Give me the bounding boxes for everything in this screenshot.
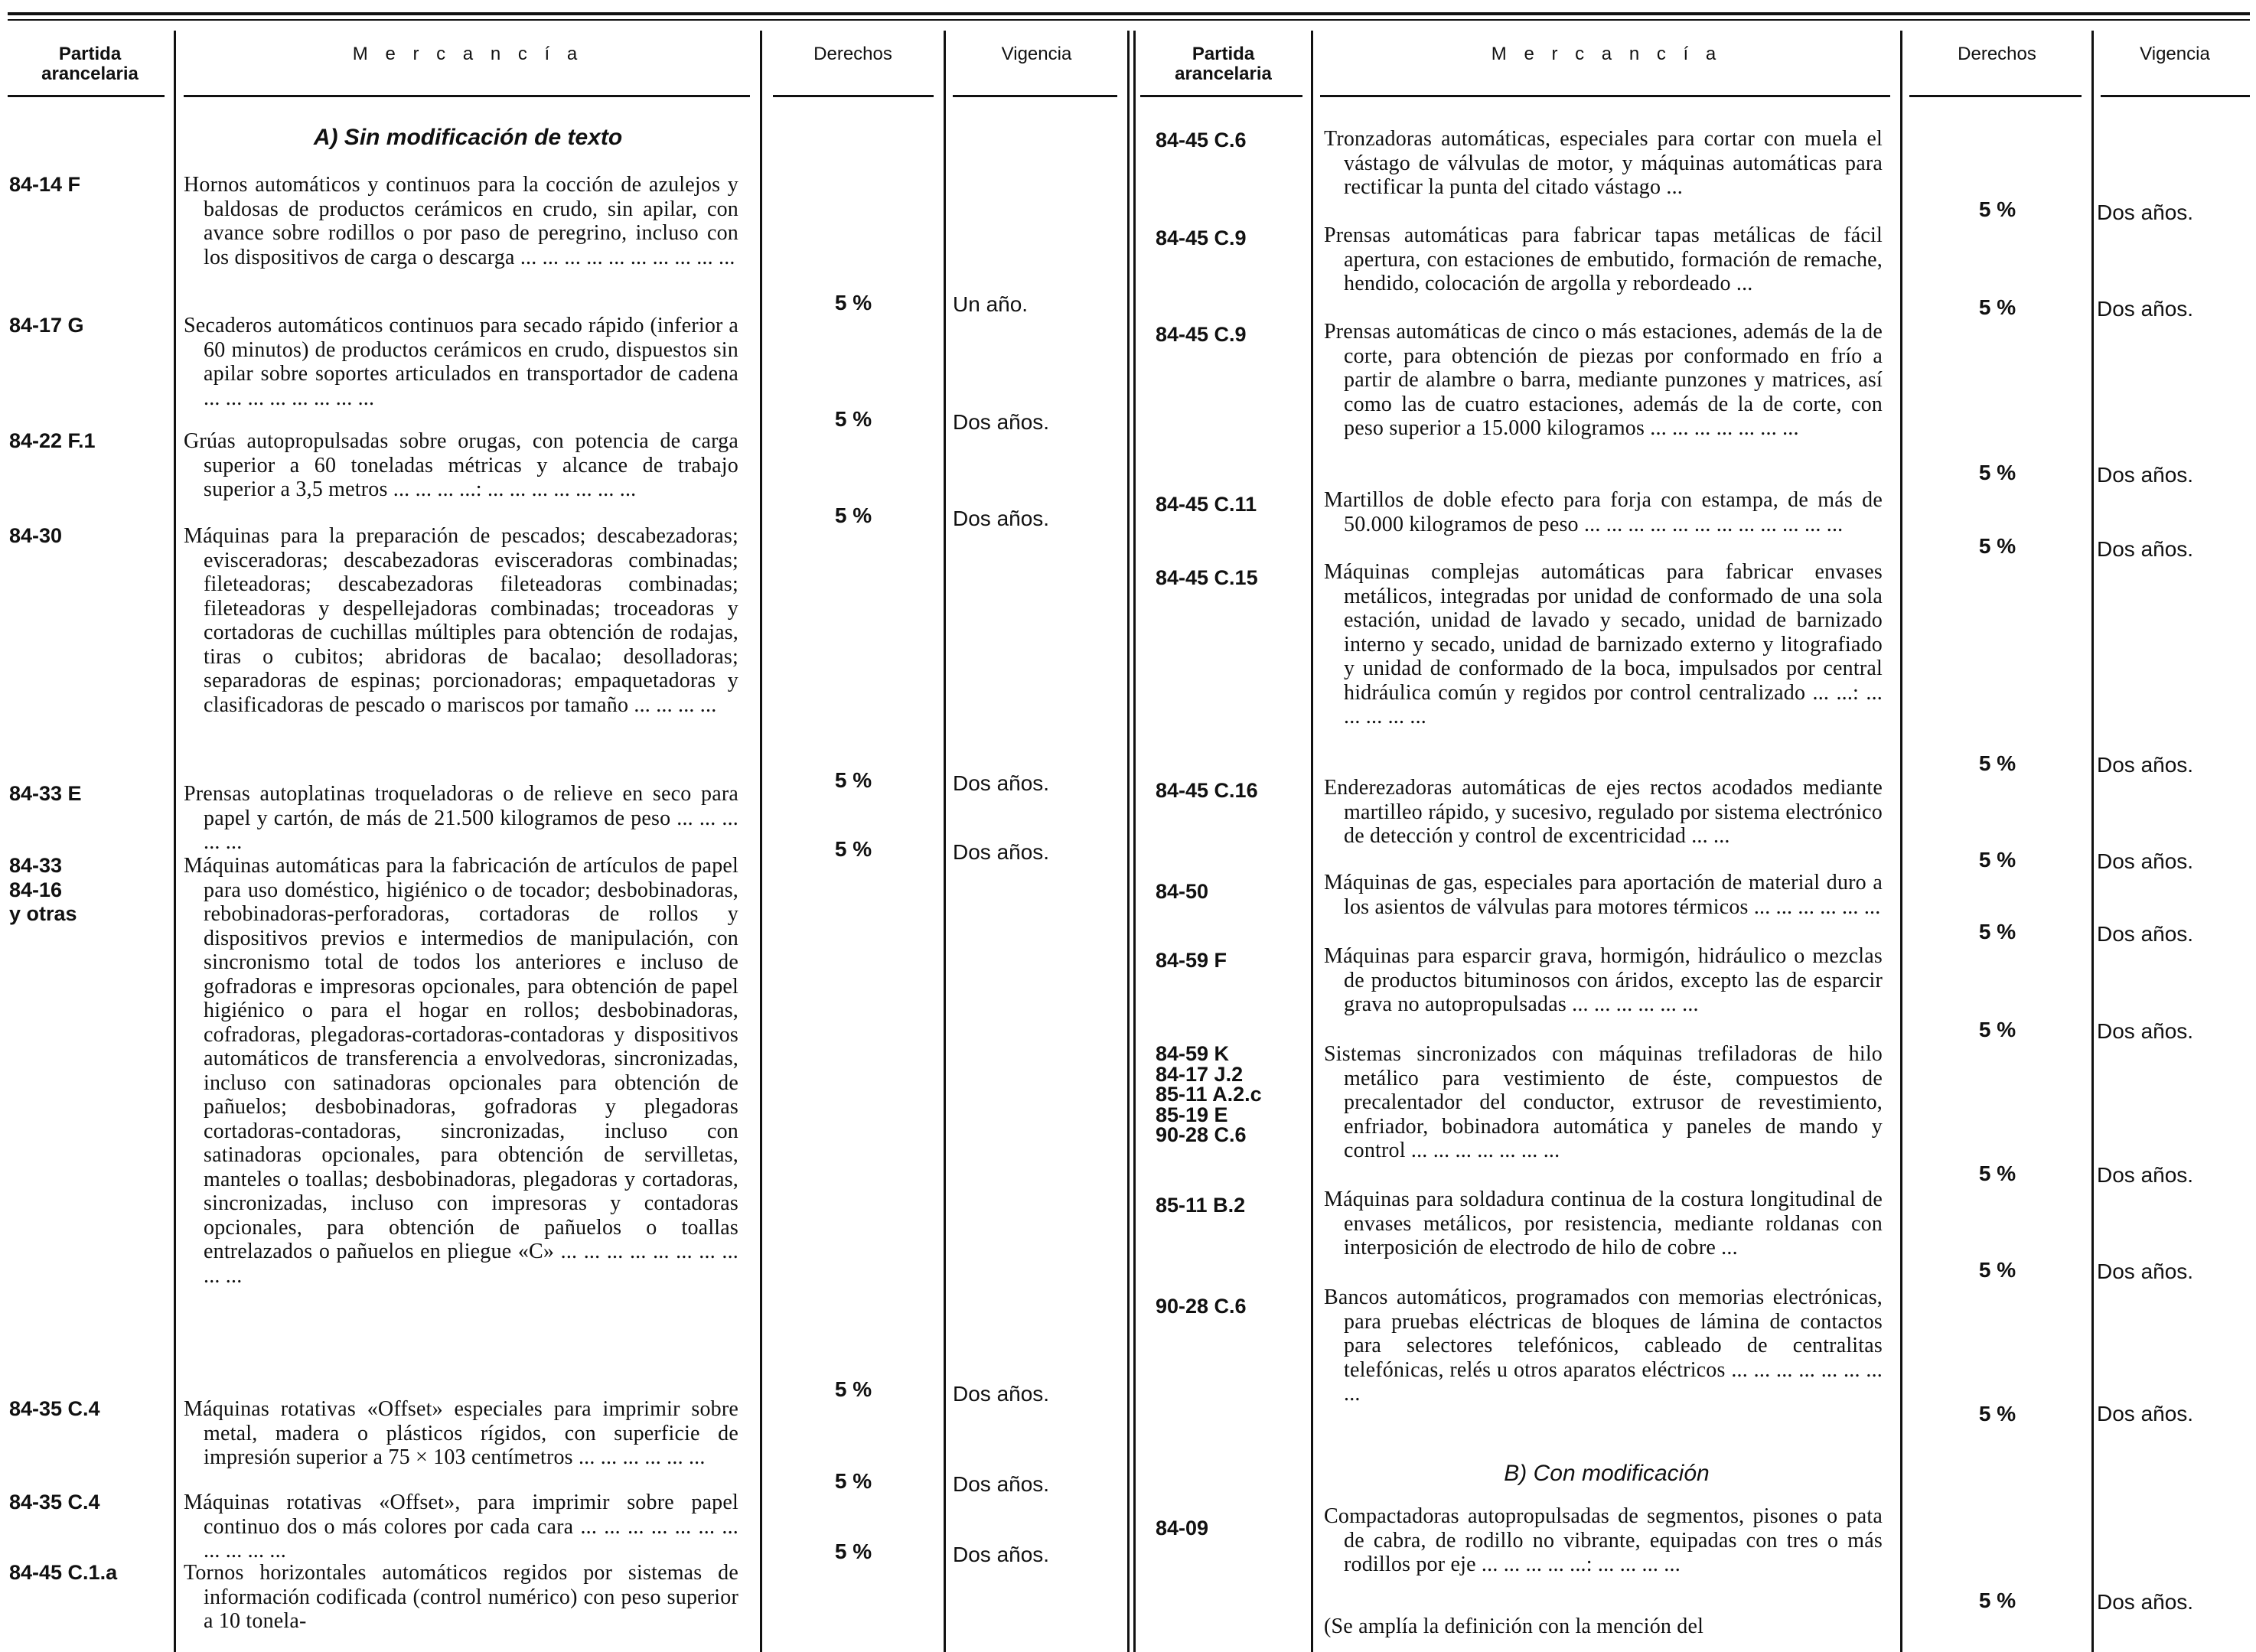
description-text: Máquinas para soldadura continua de la costura longitudinal de envases metálicos, por resistencia, mediante roldanas con interposición de electrodo de hilo de cobre ... xyxy=(1324,1188,1883,1259)
item-description xyxy=(184,782,738,855)
description-text: Prensas autoplatinas troqueladoras o de relieve en seco para papel y cartón, de más de 21.500 kilogramos de peso ... ... ... ... ... xyxy=(184,782,738,854)
header-mercancia: M e r c a n c í a xyxy=(352,44,584,64)
header-mercancia-right: M e r c a n c í a xyxy=(1491,44,1723,64)
header-partida-right: Partida arancelaria xyxy=(1175,44,1272,84)
tariff-code: 84-45 C.9 xyxy=(1156,323,1247,346)
validity: Dos años. xyxy=(953,410,1050,434)
col-sep-double xyxy=(1133,31,1136,1652)
description-text: Prensas automáticas de cinco o más estaciones, además de la de corte, para obtención de piezas por conformado en frío a partir de alambre o barra, mediante punzones y matrices, así como las de cuatro estaciones, además de la de corte, con peso superior a 15.000 kilogramos ... ... ... ... ... ... ... xyxy=(1324,320,1883,440)
top-rule-thin xyxy=(8,19,2250,21)
item-description xyxy=(184,524,738,717)
tariff-code: 84-09 xyxy=(1156,1517,1209,1540)
duty-rate: 5 % xyxy=(1978,848,2016,872)
tariff-code: 84-45 C.11 xyxy=(1156,493,1257,516)
validity: Dos años. xyxy=(2097,1019,2194,1043)
duty-rate: 5 % xyxy=(1978,1588,2016,1612)
item-description xyxy=(1324,127,1883,200)
duty-rate: 5 % xyxy=(1978,920,2016,943)
item-description xyxy=(1324,320,1883,441)
validity: Dos años. xyxy=(2097,922,2194,946)
item-description xyxy=(1324,776,1883,849)
description-text: Tornos horizontales automáticos regidos por sistemas de información codificada (control numérico) con peso superior a 10 tonela- xyxy=(184,1561,738,1633)
item-description xyxy=(184,314,738,410)
tariff-code: 84-59 F xyxy=(1156,949,1227,972)
tariff-code: 84-14 F xyxy=(9,173,81,196)
validity: Dos años. xyxy=(953,840,1050,864)
duty-rate: 5 % xyxy=(1978,751,2016,775)
description-text: Prensas automáticas para fabricar tapas metálicas de fácil apertura, con estaciones de embutido, formación de remache, hendido, colocación de argolla y rebordeado ... xyxy=(1324,223,1883,295)
duty-rate: 5 % xyxy=(834,291,872,314)
description-text: Enderezadoras automáticas de ejes rectos acodados mediante martilleo rápido, y sucesivo, regulado por sistema electrónico de detección y control de excentricidad ... ... xyxy=(1324,776,1883,848)
item-description xyxy=(1324,223,1883,296)
description-text: Bancos automáticos, programados con memorias electrónicas, para pruebas eléctricas de bloques de lámina de contactos para selectores telefónicos, cableado de centralitas telefónicas, relés u otros aparatos eléctricos ... ... ... ... ... ... ... ... xyxy=(1324,1285,1883,1406)
description-text: Máquinas complejas automáticas para fabricar envases metálicos, integradas por unidad de conformado de una sola estación, unidad de lavado y secado, unidad de barnizado interno y secado, unidad de barnizado externo y litografiado y unidad de conformado de la boca, impulsados por central hidráulica común y regidos por control centralizado ... ...: ... ... ... ... ... xyxy=(1324,560,1883,728)
item-description xyxy=(184,854,738,1288)
validity: Dos años. xyxy=(2097,463,2194,487)
description-text: Máquinas para esparcir grava, hormigón, hidráulico o mezclas de productos bituminosos con áridos, excepto las de esparcir grava no autopropulsadas ... ... ... ... ... ... xyxy=(1324,944,1883,1016)
validity: Dos años. xyxy=(953,771,1050,795)
duty-rate: 5 % xyxy=(1978,534,2016,558)
validity: Dos años. xyxy=(2097,1259,2194,1283)
col-sep xyxy=(1311,31,1313,1652)
item-description xyxy=(1324,1504,1883,1577)
tariff-code: 84-35 C.4 xyxy=(9,1491,100,1514)
item-description xyxy=(1324,1285,1883,1406)
description-text: Martillos de doble efecto para forja con estampa, de más de 50.000 kilogramos de peso ... ... ... ... ... ... ... ... ... ... ... ... xyxy=(1324,488,1883,536)
item-description xyxy=(1324,560,1883,729)
item-description xyxy=(1324,1042,1883,1163)
description-text: Hornos automáticos y continuos para la cocción de azulejos y baldosas de productos cerámicos en crudo, sin apilar, con avance sobre rodillos o por paso de peregrino, incluso con los dispositivos de carga o descarga ... ... ... ... ... ... ... ... ... ... xyxy=(184,173,738,269)
duty-rate: 5 % xyxy=(1978,295,2016,319)
validity: Dos años. xyxy=(2097,297,2194,321)
duty-rate: 5 % xyxy=(834,503,872,527)
description-text: (Se amplía la definición con la mención del xyxy=(1324,1615,1704,1638)
description-text: Secaderos automáticos continuos para secado rápido (inferior a 60 minutos) de productos cerámicos en crudo, dispuestos sin apilar sobre soportes articulados en transportador de cadena ... ... ... ... ... ... ... ... xyxy=(184,314,738,410)
validity: Dos años. xyxy=(2097,849,2194,873)
header-derechos: Derechos xyxy=(813,44,892,64)
tariff-code: 84-17 G xyxy=(9,314,84,337)
duty-rate: 5 % xyxy=(1978,1018,2016,1041)
validity: Dos años. xyxy=(2097,200,2194,224)
col-sep xyxy=(174,31,176,1652)
tariff-code: 84-33 84-16 y otras xyxy=(9,854,77,925)
header-underline xyxy=(184,95,750,97)
tariff-code: 84-59 K 84-17 J.2 85-11 A.2.c 85-19 E 90-28 C.6 xyxy=(1156,1042,1262,1146)
validity: Dos años. xyxy=(2097,1163,2194,1187)
description-text: Máquinas rotativas «Offset», para imprimir sobre papel continuo dos o más colores por cada cara ... ... ... ... ... ... ... ... ... ... ... xyxy=(184,1491,738,1562)
duty-rate: 5 % xyxy=(1978,1162,2016,1185)
col-sep xyxy=(760,31,762,1652)
item-description xyxy=(184,1491,738,1563)
tariff-code: 84-22 F.1 xyxy=(9,429,96,452)
validity: Dos años. xyxy=(953,1382,1050,1406)
header-vigencia-right: Vigencia xyxy=(2140,44,2210,64)
description-text: Máquinas para la preparación de pescados; descabezadoras; evisceradoras; descabezadoras evisceradoras combinadas; fileteadoras; descabezadoras fileteadoras combinadas; fileteadoras y despellejadoras combinadas; troceadoras y cortadoras de cuchillas múltiples para obtención de rodajas, tiras o cubitos; abridoras de bacalao; desolladoras; separadoras de espinas; porcionadoras; empaquetadoras y clasificadoras de pescado o mariscos por tamaño ... ... ... ... xyxy=(184,524,738,717)
item-description xyxy=(184,1561,738,1634)
validity: Dos años. xyxy=(2097,1590,2194,1614)
duty-rate: 5 % xyxy=(1978,461,2016,484)
tariff-code: 84-45 C.15 xyxy=(1156,566,1258,589)
col-sep-double xyxy=(1127,31,1130,1652)
tariff-code: 84-50 xyxy=(1156,880,1209,903)
header-derechos-right: Derechos xyxy=(1958,44,2036,64)
item-description xyxy=(184,429,738,502)
item-description xyxy=(1324,944,1883,1017)
col-sep xyxy=(2091,31,2094,1652)
tariff-code: 84-45 C.1.a xyxy=(9,1561,118,1584)
tariff-code: 84-30 xyxy=(9,524,63,547)
header-vigencia: Vigencia xyxy=(1001,44,1072,64)
section-b-title: B) Con modificación xyxy=(1504,1461,1710,1486)
validity: Dos años. xyxy=(953,1543,1050,1566)
validity: Dos años. xyxy=(2097,537,2194,561)
duty-rate: 5 % xyxy=(834,1469,872,1493)
header-underline xyxy=(1909,95,2082,97)
section-a-title: A) Sin modificación de texto xyxy=(313,125,623,150)
header-underline xyxy=(1140,95,1302,97)
validity: Dos años. xyxy=(2097,753,2194,777)
description-text: Compactadoras autopropulsadas de segmentos, pisones o pata de cabra, de rodillo no vibrante, equipadas con tres o más rodillos por eje ... ... ... ... ...: ... ... ... ... xyxy=(1324,1504,1883,1576)
col-sep xyxy=(944,31,946,1652)
tariff-code: 84-45 C.9 xyxy=(1156,226,1247,249)
tariff-code: 90-28 C.6 xyxy=(1156,1295,1247,1318)
header-underline xyxy=(2101,95,2250,97)
tariff-code: 84-33 E xyxy=(9,782,82,805)
tariff-code: 84-45 C.16 xyxy=(1156,779,1258,802)
validity: Dos años. xyxy=(953,1472,1050,1496)
top-rule xyxy=(8,12,2250,15)
description-text: Máquinas de gas, especiales para aportación de material duro a los asientos de válvulas para motores térmicos ... ... ... ... ... ... xyxy=(1324,871,1883,919)
duty-rate: 5 % xyxy=(834,768,872,792)
header-underline xyxy=(773,95,934,97)
item-description xyxy=(184,1397,738,1470)
header-underline xyxy=(8,95,165,97)
header-underline xyxy=(953,95,1117,97)
description-text: Sistemas sincronizados con máquinas trefiladoras de hilo metálico para vestimiento de éste, compuestos de precalentador del conductor, extrusor de revestimiento, enfriador, bobinadora automática y paneles de mando y control ... ... ... ... ... ... ... xyxy=(1324,1042,1883,1162)
tariff-code: 85-11 B.2 xyxy=(1156,1194,1246,1217)
item-description xyxy=(184,173,738,269)
duty-rate: 5 % xyxy=(834,837,872,861)
description-text: Máquinas automáticas para la fabricación de artículos de papel para uso doméstico, higiénico o de tocador; desbobinadoras, rebobinadoras-perforadoras, cortadoras de rollos y dispositivos previos e intermedios de manipulación, con sincronismo total de todos los anteriores e incluso de gofradoras e impresoras opcionales, para obtención de papel higiénico o para el hogar en rollos; desbobinadoras, cofradoras, plegadoras-cortadoras-contadoras y dispositivos automáticos de transferencia a envolvedoras, sincronizadas, incluso con satinadoras opcionales para obtención de pañuelos; desbobinadoras, gofradoras y plegadoras cortadoras-contadoras, sincronizadas, incluso con satinadoras opcionales, para obtención de servilletas, manteles o toallas; desbobinadoras, plegadoras y cortadoras, sincronizadas, incluso con impresoras y contadoras opcionales, para obtención de pañuelos o toallas entrelazados o pañuelos en pliegue «C» ... ... ... ... ... ... ... ... ... ... xyxy=(184,854,738,1288)
duty-rate: 5 % xyxy=(1978,1402,2016,1426)
item-description xyxy=(1324,871,1883,919)
validity: Un año. xyxy=(953,292,1029,316)
tariff-code: 84-45 C.6 xyxy=(1156,129,1247,152)
header-underline xyxy=(1320,95,1890,97)
item-description xyxy=(1324,488,1883,536)
description-text: Tronzadoras automáticas, especiales para cortar con muela el vástago de válvulas de motor, y máquinas automáticas para rectificar la punta del citado vástago ... xyxy=(1324,127,1883,199)
duty-rate: 5 % xyxy=(834,1540,872,1563)
col-sep xyxy=(1900,31,1902,1652)
duty-rate: 5 % xyxy=(834,407,872,431)
item-description xyxy=(1324,1188,1883,1260)
validity: Dos años. xyxy=(953,507,1050,530)
duty-rate: 5 % xyxy=(834,1377,872,1401)
duty-rate: 5 % xyxy=(1978,197,2016,221)
header-partida: Partida arancelaria xyxy=(41,44,139,84)
description-text: Grúas autopropulsadas sobre orugas, con potencia de carga superior a 60 toneladas métricas y alcance de trabajo superior a 3,5 metros ... ... ... ...: ... ... ... ... ... ... ... xyxy=(184,429,738,501)
duty-rate: 5 % xyxy=(1978,1258,2016,1282)
description-text: Máquinas rotativas «Offset» especiales para imprimir sobre metal, madera o plásticos rígidos, con superficie de impresión superior a 75 × 103 centímetros ... ... ... ... ... ... xyxy=(184,1397,738,1469)
item-description xyxy=(1324,1615,1883,1639)
validity: Dos años. xyxy=(2097,1402,2194,1426)
tariff-code: 84-35 C.4 xyxy=(9,1397,100,1420)
